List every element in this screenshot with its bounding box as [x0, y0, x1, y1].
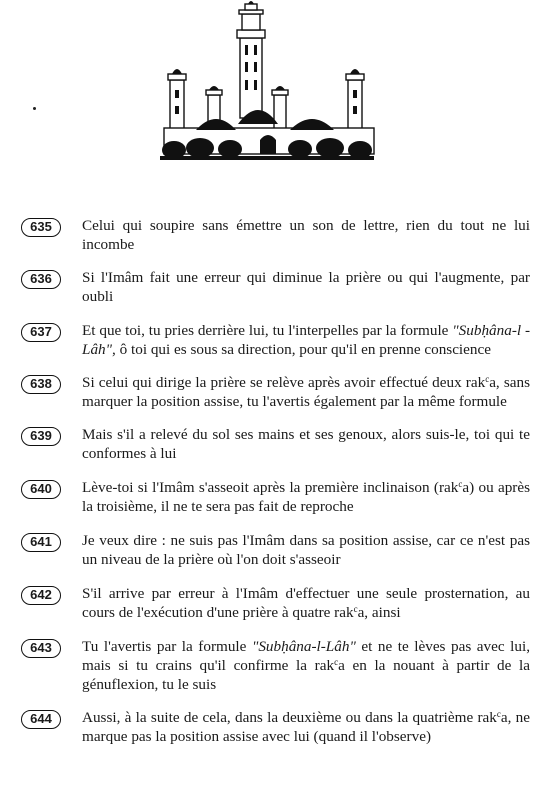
verse-item [21, 531, 531, 569]
verse-text [82, 637, 530, 694]
verse-number-badge: 640 [21, 480, 61, 499]
text-segment: a, sans marquer la position assise, tu l'avertis également par la même formule [82, 374, 530, 410]
verse-text [82, 425, 530, 463]
verse-item [21, 478, 531, 516]
text-segment: Mais s'il a relevé du sol ses mains et ses genoux, alors suis-le, toi qui te conformes à lui [82, 426, 530, 462]
italic-phrase: "Subḥâna-l - Lâh" [82, 322, 530, 358]
verse-number-badge: 636 [21, 270, 61, 289]
verse-item [21, 584, 531, 622]
verse-text [82, 531, 530, 569]
verse-number-badge: 637 [21, 323, 61, 342]
text-segment: a, ne marque pas la position assise avec lui (quand il l'observe) [82, 709, 531, 745]
superscript-letter: c [458, 479, 463, 489]
verse-text [82, 584, 530, 622]
text-segment: Lève-toi si l'Imâm s'asseoit après la première inclinaison (rak [82, 479, 459, 496]
text-segment: et ne te lèves pas avec lui, mais si tu crains qu'il confirme la rak [82, 638, 530, 674]
verse-text [82, 708, 530, 746]
text-segment: Et que toi, tu pries derrière lui, tu l'interpelles par la formule [82, 322, 453, 339]
verse-number-badge: 638 [21, 375, 61, 394]
mosque-illustration [160, 0, 380, 170]
text-segment: Celui qui soupire sans émettre un son de lettre, rien du tout ne lui incombe [82, 217, 530, 253]
verse-number-badge: 639 [21, 427, 61, 446]
verse-item [21, 708, 531, 746]
text-segment: a en la nouant à partir de la génuflexion, tu le suis [82, 657, 530, 693]
text-segment: Tu l'avertis par la formule [82, 638, 252, 655]
superscript-letter: c [485, 374, 490, 384]
text-segment: S'il arrive par erreur à l'Imâm d'effectuer une seule prosternation, au cours de l'exécution d'une prière à quatre rak [82, 585, 530, 621]
superscript-letter: c [496, 709, 501, 719]
text-segment: a) ou après la troisième, il ne te sera pas fait de reproche [82, 479, 530, 515]
verse-text [82, 478, 530, 516]
superscript-letter: c [334, 657, 339, 667]
verse-list [21, 216, 531, 760]
verse-item [21, 425, 531, 463]
verse-number-badge: 643 [21, 639, 61, 658]
text-segment: a, ainsi [357, 604, 401, 621]
verse-item [21, 321, 531, 359]
verse-text [82, 321, 530, 359]
italic-phrase: "Subḥâna-l-Lâh" [251, 638, 356, 655]
text-segment: Si celui qui dirige la prière se relève après avoir effectué deux rak [82, 374, 486, 391]
verse-item [21, 373, 531, 411]
verse-text [82, 216, 530, 254]
stray-dot [33, 107, 36, 110]
verse-text [82, 373, 530, 411]
verse-item [21, 216, 531, 254]
verse-text [82, 268, 530, 306]
text-segment: Je veux dire : ne suis pas l'Imâm dans sa position assise, car ce n'est pas un niveau de la prière où l'on doit s'asseoir [82, 532, 530, 568]
verse-item [21, 637, 531, 694]
verse-number-badge: 635 [21, 218, 61, 237]
text-segment: Aussi, à la suite de cela, dans la deuxième ou dans la quatrième rak [82, 709, 497, 726]
text-segment: Si l'Imâm fait une erreur qui diminue la prière ou qui l'augmente, par oubli [82, 269, 530, 305]
verse-number-badge: 641 [21, 533, 61, 552]
verse-number-badge: 644 [21, 710, 61, 729]
superscript-letter: c [353, 604, 358, 614]
text-segment: , ô toi qui es sous sa direction, pour qu'il en prenne conscience [112, 341, 491, 358]
verse-number-badge: 642 [21, 586, 61, 605]
verse-item [21, 268, 531, 306]
